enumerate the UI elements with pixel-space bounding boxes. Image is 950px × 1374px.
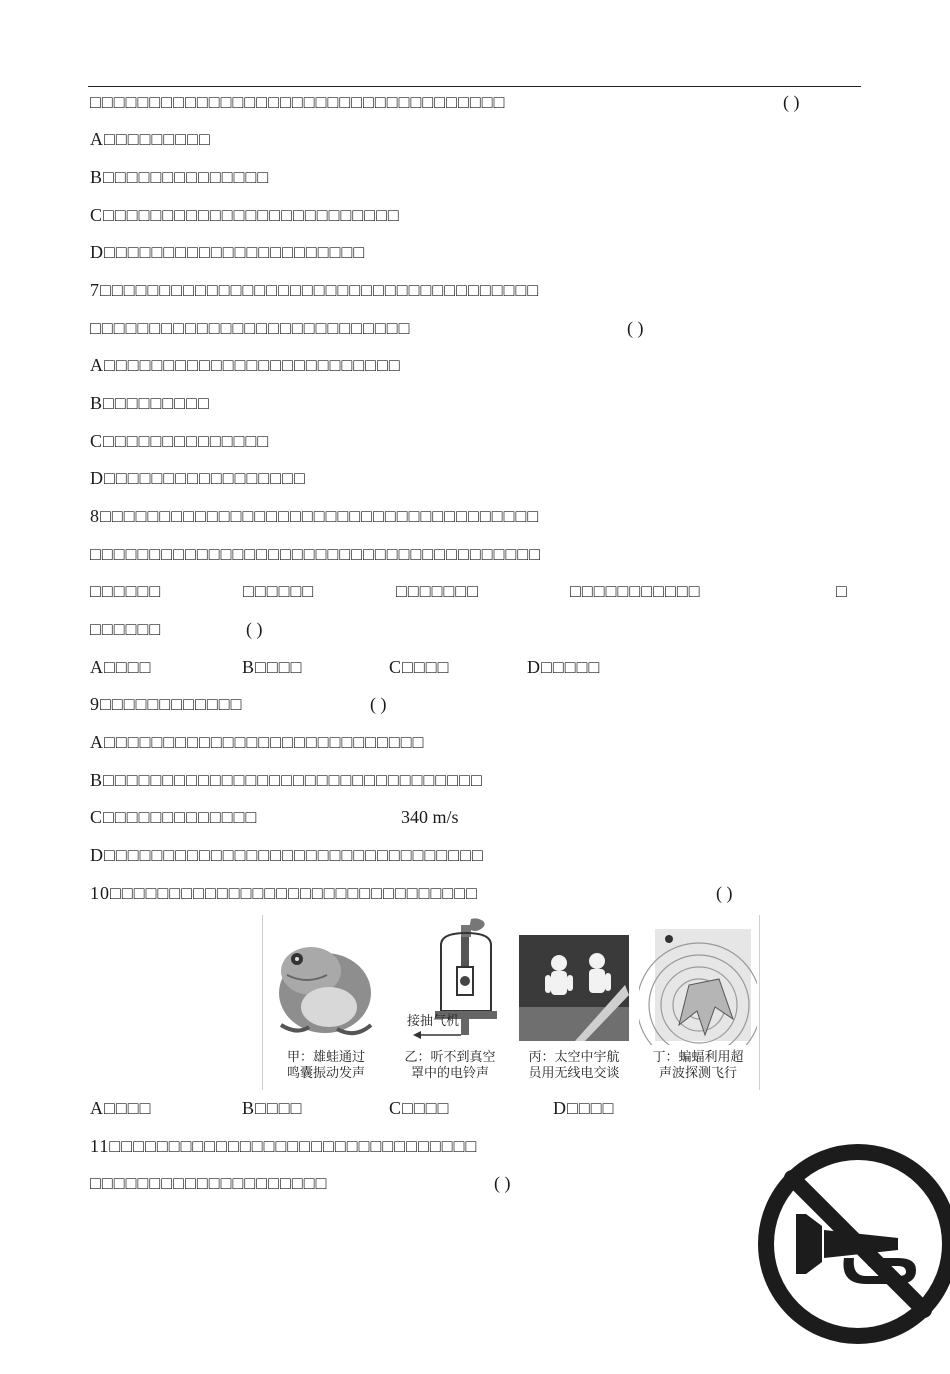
q8-stem-part5: □ [836,581,848,601]
panel-bat [639,915,757,1090]
q7-option-a: A□□□□□□□□□□□□□□□□□□□□□□□□□ [90,355,401,375]
q7-option-c: C□□□□□□□□□□□□□□ [90,431,270,451]
q9-stem: 9□□□□□□□□□□□□ [90,694,243,714]
bell-jar-image [391,915,509,1045]
q8-option-b: B□□□□ [242,657,303,677]
q10-option-d: D□□□□ [553,1098,615,1118]
q8-option-c: C□□□□ [389,657,450,677]
caption-astronaut-line1: 丙：太空中宇航 [528,1050,620,1065]
q8-stem-part1: □□□□□□ [90,581,162,601]
caption-jar-line1: 乙：听不到真空 [404,1050,496,1065]
q11-answer-paren: ( ) [494,1173,511,1193]
q8-stem-part3: □□□□□□□ [396,581,480,601]
q7-option-d: D□□□□□□□□□□□□□□□□□ [90,468,306,488]
q7-stem-line1: 7□□□□□□□□□□□□□□□□□□□□□□□□□□□□□□□□□□□□□ [90,280,540,300]
q7-answer-paren: ( ) [627,318,644,338]
bat-image [639,915,757,1045]
caption-frog-line2: 鸣囊振动发声 [286,1066,365,1081]
q8-stem-line2: □□□□□□□□□□□□□□□□□□□□□□□□□□□□□□□□□□□□□□ [90,544,542,564]
q9-option-b: B□□□□□□□□□□□□□□□□□□□□□□□□□□□□□□□□ [90,770,483,790]
q8-stem-part4: □□□□□□□□□□□ [570,581,701,601]
q10-option-b: B□□□□ [242,1098,303,1118]
q9-option-c: C□□□□□□□□□□□□□ [90,807,258,827]
q10-answer-paren: ( ) [716,883,733,903]
q8-option-a: A□□□□ [90,657,152,677]
frog-image [267,915,385,1045]
q10-stem: 10□□□□□□□□□□□□□□□□□□□□□□□□□□□□□□□ [90,883,479,903]
q8-answer-paren: ( ) [246,619,263,639]
caption-bat-line2: 声波探测飞行 [658,1066,737,1081]
astronauts-image [515,915,633,1045]
q9-answer-paren: ( ) [370,694,387,714]
q10-option-a: A□□□□ [90,1098,152,1118]
q6-option-a: A□□□□□□□□□ [90,129,211,149]
panel-frog [267,915,385,1090]
no-horn-sign-icon [748,1134,950,1374]
q9-option-d: D□□□□□□□□□□□□□□□□□□□□□□□□□□□□□□□□ [90,845,484,865]
q9-option-a: A□□□□□□□□□□□□□□□□□□□□□□□□□□□ [90,732,425,752]
q6-stem: □□□□□□□□□□□□□□□□□□□□□□□□□□□□□□□□□□□ [90,92,506,112]
caption-jar-line2: 罩中的电铃声 [410,1066,489,1081]
q11-stem-line2: □□□□□□□□□□□□□□□□□□□□ [90,1173,328,1193]
q7-stem-line2: □□□□□□□□□□□□□□□□□□□□□□□□□□□ [90,318,411,338]
q8-stem-line1: 8□□□□□□□□□□□□□□□□□□□□□□□□□□□□□□□□□□□□□ [90,506,540,526]
q9-speed-value: 340 m/s [401,807,459,827]
panel-bell-jar [391,915,509,1090]
caption-frog-line1: 甲：雄蛙通过 [286,1050,365,1065]
caption-astronaut-line2: 员用无线电交谈 [528,1066,620,1081]
q6-option-b: B□□□□□□□□□□□□□□ [90,167,270,187]
caption-bat-line1: 丁：蝙蝠利用超 [652,1050,744,1065]
header-rule [88,86,861,87]
q6-option-d: D□□□□□□□□□□□□□□□□□□□□□□ [90,242,366,262]
q10-option-c: C□□□□ [389,1098,450,1118]
panel-astronauts [515,915,633,1090]
q8-option-d: D□□□□□ [527,657,601,677]
q8-stem-part2: □□□□□□ [243,581,315,601]
q10-figure [262,915,760,1090]
q7-option-b: B□□□□□□□□□ [90,393,210,413]
q8-stem-line4: □□□□□□ [90,619,162,639]
q6-answer-paren: ( ) [783,92,800,112]
q11-stem-line1: 11□□□□□□□□□□□□□□□□□□□□□□□□□□□□□□□ [90,1136,478,1156]
pump-label: 接抽气机 [407,1014,460,1029]
q6-option-c: C□□□□□□□□□□□□□□□□□□□□□□□□□ [90,205,400,225]
